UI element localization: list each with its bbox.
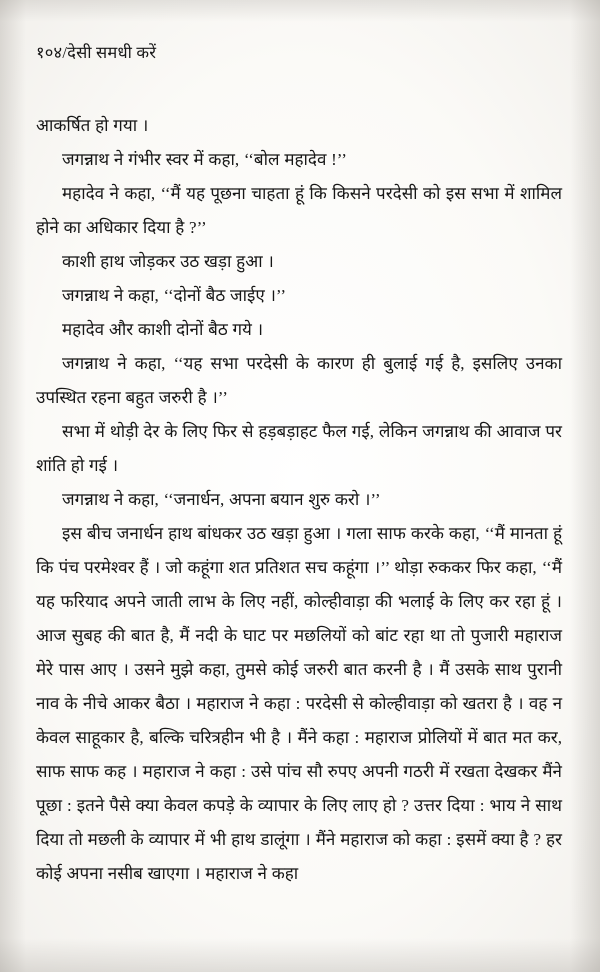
running-head: १०४/देसी समधी करें: [36, 43, 157, 62]
paragraph: सभा में थोड़ी देर के लिए फिर से हड़बड़ाहट फैल गई, लेकिन जगन्नाथ की आवाज पर शांति हो गई ।: [36, 422, 562, 475]
paragraph: महादेव ने कहा, ‘‘मैं यह पूछना चाहता हूं कि किसने परदेसी को इस सभा में शामिल होने का अधिकार दिया है ?’’: [36, 184, 562, 237]
page-edge-shading-right: [570, 0, 600, 972]
page-content: [36, 40, 562, 891]
paragraph: जगन्नाथ ने गंभीर स्वर में कहा, ‘‘बोल महादेव !’’: [62, 150, 347, 169]
paragraph: इस बीच जनार्धन हाथ बांधकर उठ खड़ा हुआ । गला साफ करके कहा, ‘‘मैं मानता हूं कि पंच परमेश्वर हैं । जो कहूंगा शत प्रतिशत सच कहूंगा ।’’ थोड़ा रुककर फिर कहा, ‘‘मैं यह फरियाद अपने जाती लाभ के लिए नहीं, कोल्हीवाड़ा की भलाई के लिए कर रहा हूं । आज सुबह की बात है, मैं नदी के घाट पर मछलियों को बांट रहा था तो पुजारी महाराज मेरे पास आए । उसने मुझे कहा, तुमसे कोई जरुरी बात करनी है । मैं उसके साथ पुरानी नाव के नीचे आकर बैठा । महाराज ने कहा : परदेसी से कोल्हीवाड़ा को खतरा है । वह न केवल साहूकार है, बल्कि चरित्रहीन भी है । मैंने कहा : महाराज प्रोलियों में बात मत कर, साफ साफ कह । महाराज ने कहा : उसे पांच सौ रुपए अपनी गठरी में रखता देखकर मैंने पूछा : इतने पैसे क्या केवल कपड़े के व्यापार के लिए लाए हो ? उत्तर दिया : भाय ने साथ दिया तो मछली के व्यापार में भी हाथ डालूंगा । मैंने महाराज को कहा : इसमें क्या है ? हर कोई अपना नसीब खाएगा । महाराज ने कहा: [36, 524, 562, 883]
paragraph: जगन्नाथ ने कहा, ‘‘यह सभा परदेसी के कारण ही बुलाई गई है, इसलिए उनका उपस्थित रहना बहुत जरुरी है ।’’: [36, 354, 562, 407]
paragraph: काशी हाथ जोड़कर उठ खड़ा हुआ ।: [62, 252, 274, 271]
paragraph: जगन्नाथ ने कहा, ‘‘जनार्धन, अपना बयान शुरु करो ।’’: [62, 490, 381, 509]
paragraph: आकर्षित हो गया ।: [36, 116, 149, 135]
paragraph: महादेव और काशी दोनों बैठ गये ।: [62, 320, 264, 339]
page-edge-shading-bottom: [0, 938, 600, 972]
page-edge-shading-left: [0, 0, 26, 972]
page-edge-shading-top: [0, 0, 600, 22]
paragraph: जगन्नाथ ने कहा, ‘‘दोनों बैठ जाईए ।’’: [62, 286, 286, 305]
body-text: [36, 109, 562, 891]
